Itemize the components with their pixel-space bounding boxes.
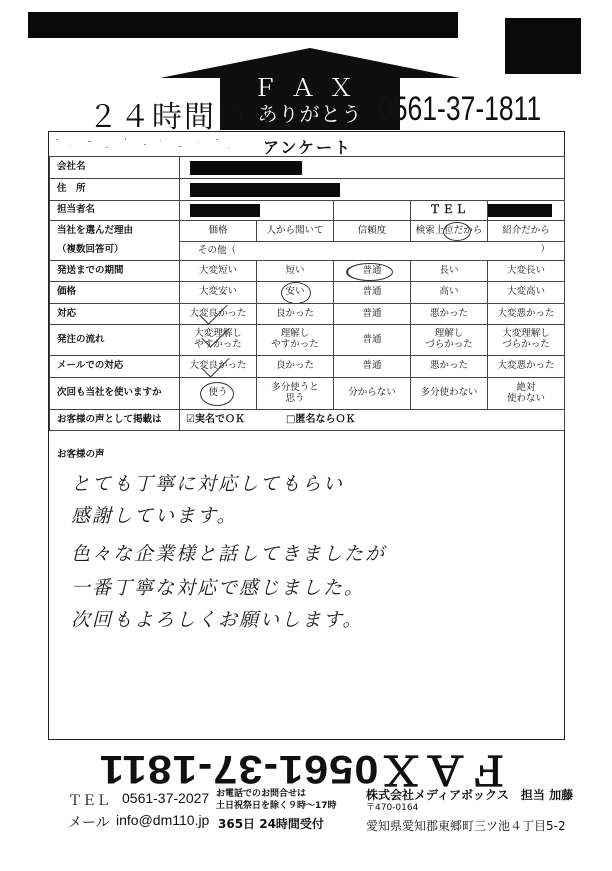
redacted-top-box	[505, 18, 581, 74]
publish-row	[50, 410, 565, 431]
redacted-person	[190, 204, 260, 217]
survey-title: アンケート	[262, 138, 353, 157]
address-row	[50, 179, 565, 201]
response-label: 対応	[50, 304, 180, 325]
response-opt-3: 普通	[334, 304, 411, 325]
price-opt-3: 普通	[334, 282, 411, 304]
reason-other-row	[50, 242, 565, 261]
publish-real-name: ☑実名でＯＫ	[186, 414, 245, 425]
response-opt-2: 良かった	[257, 304, 334, 325]
survey-table	[49, 156, 565, 431]
survey-form	[48, 131, 565, 740]
tel-field	[488, 201, 565, 221]
reason-opt-introduced: 紹介だから	[488, 221, 565, 242]
company-row	[50, 157, 565, 179]
mail-row	[50, 356, 565, 378]
response-row	[50, 304, 565, 325]
price-opt-4: 高い	[411, 282, 488, 304]
hours-ok-text: ２４時間ＯＫ	[88, 101, 280, 134]
address-field	[180, 179, 565, 201]
next-use-circle	[200, 382, 234, 406]
next-opt-2: 多分使うと 思う	[257, 378, 334, 410]
voice-line-1: とても丁寧に対応してもらい	[71, 473, 345, 495]
person-label: 担当者名	[50, 201, 180, 221]
delivery-opt-2: 短い	[257, 261, 334, 282]
reason-other-text: その他（	[198, 244, 237, 256]
footer-mail-label: メール	[68, 814, 110, 830]
fax-number-header: 0561-37-1811	[378, 90, 542, 128]
footer-email[interactable]: info@dm110.jp	[116, 812, 210, 828]
voice-line-5: 次回もよろしくお願いします。	[71, 609, 364, 631]
next-row	[50, 378, 565, 410]
price-opt-5: 大変高い	[488, 282, 565, 304]
footer-tel-label: ＴＥＬ	[68, 792, 110, 808]
delivery-opt-3: 普通	[334, 261, 411, 282]
reason-opt-trust: 信頼度	[334, 221, 411, 242]
flow-row	[50, 325, 565, 356]
reason-opt-price: 価格	[180, 221, 257, 242]
reason-opt-search: 検索上位だから	[411, 221, 488, 242]
footer-service: 365日 24時間受付	[218, 817, 324, 831]
reason-search-circle	[443, 222, 471, 241]
footer-phone-note: お電話でのお問合せは 土日祝祭日を除く９時〜17時	[216, 789, 337, 811]
voice-line-4: 一番丁寧な対応で感じました。	[71, 577, 366, 599]
response-opt-4: 悪かった	[411, 304, 488, 325]
delivery-opt-5: 大変長い	[488, 261, 565, 282]
response-opt-5: 大変悪かった	[488, 304, 565, 325]
fax-label: ＦＡＸ	[253, 75, 367, 102]
mirrored-fax-number: ＦＡＸ0561-37-1811	[98, 747, 512, 791]
footer-address: 愛知県愛知郡東郷町三ツ池４丁目5-2	[366, 819, 566, 833]
publish-options	[180, 410, 565, 431]
flow-opt-4: 理解し づらかった	[411, 325, 488, 356]
mail-opt-5: 大変悪かった	[488, 356, 565, 378]
delivery-label: 発送までの期間	[50, 261, 180, 282]
address-label: 住 所	[50, 179, 180, 201]
publish-anonymous: □匿名ならＯＫ	[286, 414, 356, 425]
redacted-company	[190, 161, 302, 175]
redacted-address	[190, 183, 340, 197]
delivery-normal-circle	[346, 263, 393, 281]
price-label: 価格	[50, 282, 180, 304]
flow-opt-2: 理解し やすかった	[257, 325, 334, 356]
redacted-tel	[488, 204, 553, 217]
company-field	[180, 157, 565, 179]
next-opt-1: 使う	[180, 378, 257, 410]
next-opt-5: 絶対 使わない	[488, 378, 565, 410]
delivery-opt-1: 大変短い	[180, 261, 257, 282]
mail-opt-3: 普通	[334, 356, 411, 378]
voice-line-2: 感謝しています。	[71, 505, 238, 527]
next-opt-3: 分からない	[334, 378, 411, 410]
publish-label: お客様の声として掲載は	[50, 410, 180, 431]
footer-company: 株式会社メディアボックス 担当 加藤	[366, 788, 574, 802]
mail-label: メールでの対応	[50, 356, 180, 378]
redacted-top-bar	[28, 12, 458, 38]
person-field	[180, 201, 334, 221]
flow-label: 発注の流れ	[50, 325, 180, 356]
flow-opt-1: 大変理解し やすかった	[180, 325, 257, 356]
voice-line-3: 色々な企業様と話してきましたが	[71, 543, 387, 565]
reason-label: 当社を選んだ理由	[50, 221, 180, 242]
price-opt-2: 安い	[257, 282, 334, 304]
footer-tel: 0561-37-2027	[122, 790, 210, 806]
person-row	[50, 201, 565, 221]
voice-label: お客様の声	[57, 449, 105, 460]
mail-opt-1: 大変良かった	[180, 356, 257, 378]
tel-label: ＴＥＬ	[411, 201, 488, 221]
reason-other	[180, 242, 565, 261]
delivery-opt-4: 長い	[411, 261, 488, 282]
mail-opt-2: 良かった	[257, 356, 334, 378]
thanks-text: ありがとう	[257, 102, 363, 126]
price-opt-1: 大変安い	[180, 282, 257, 304]
delivery-row	[50, 261, 565, 282]
reason-opt-referral: 人から聞いて	[257, 221, 334, 242]
next-label: 次回も当社を使いますか	[50, 378, 180, 410]
voice-area	[49, 443, 564, 739]
reason-row	[50, 221, 565, 242]
response-opt-1: 大変良かった	[180, 304, 257, 325]
footer-zip: 〒470-0164	[366, 803, 419, 813]
flow-opt-5: 大変理解し づらかった	[488, 325, 565, 356]
next-opt-4: 多分使わない	[411, 378, 488, 410]
mail-opt-4: 悪かった	[411, 356, 488, 378]
company-label: 会社名	[50, 157, 180, 179]
flow-opt-3: 普通	[334, 325, 411, 356]
reason-other-close: ）	[540, 244, 550, 255]
price-row	[50, 282, 565, 304]
reason-label2: （複数回答可）	[50, 242, 180, 261]
price-cheap-circle	[281, 282, 311, 304]
